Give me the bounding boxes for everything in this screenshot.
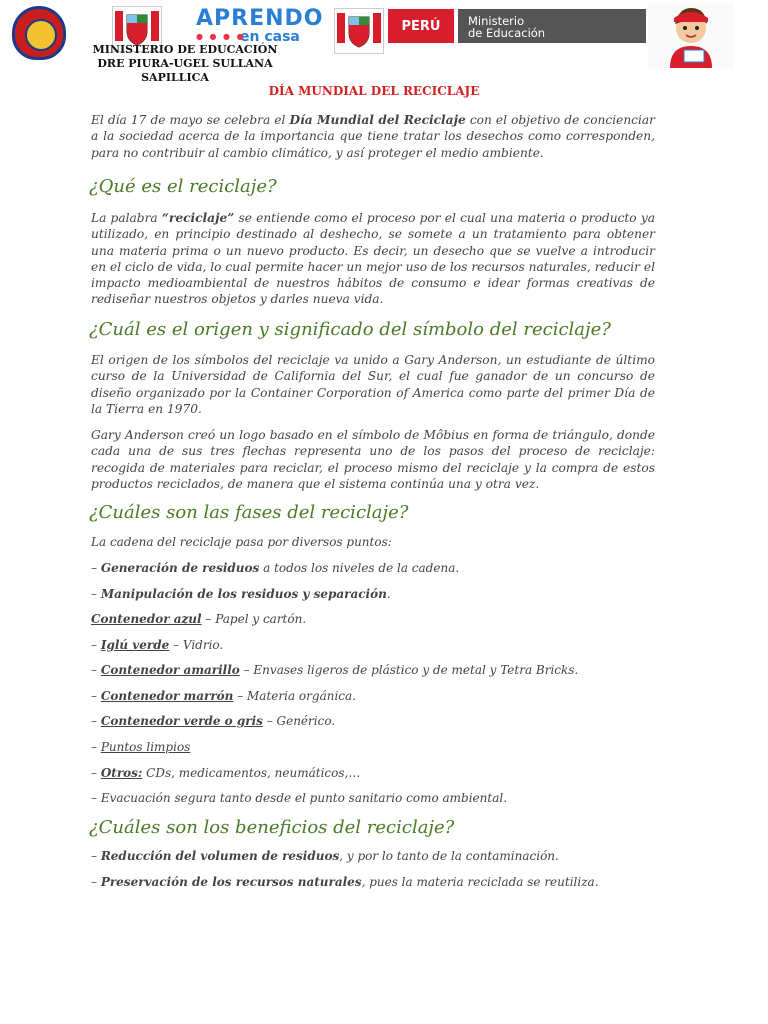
fase-key-term: Generación de residuos xyxy=(100,561,260,575)
list-dash: – xyxy=(91,587,101,601)
fase-item xyxy=(91,791,507,805)
intro-paragraph xyxy=(91,112,655,161)
list-dash: – xyxy=(91,638,101,652)
institution-line-3: SAPILLICA xyxy=(141,71,209,84)
fase-description: – Vidrio. xyxy=(169,638,224,652)
beneficio-description: , y por lo tanto de la contaminación. xyxy=(339,849,559,863)
paragraph-origen: El origen de los símbolos del reciclaje va unido a Gary Anderson, un estudiante de último curso de la Universidad de California del Sur, el cual fue ganador de un concurso de diseño organizado por la Container Corporation of America como parte del primer Día de la Tierra en 1970. xyxy=(91,353,655,416)
heading-origen: ¿Cuál es el origen y significado del símbolo del reciclaje? xyxy=(89,319,611,340)
list-dash: – xyxy=(91,766,101,780)
fase-key-term: Contenedor azul xyxy=(91,612,202,626)
fase-description: – Envases ligeros de plástico y de metal y Tetra Bricks. xyxy=(239,663,579,677)
list-dash: – xyxy=(91,714,101,728)
beneficio-key-term: Preservación de los recursos naturales xyxy=(100,875,362,889)
list-dash: – xyxy=(91,849,101,863)
def-text-c: se entiende como el proceso por el cual una materia o producto ya utilizado, en principio destinado al deshecho, se somete a un tratamiento para obtener una materia prima o un nuevo producto. Es decir, un desecho que se vuelve a introducir en el ciclo de vida, lo cual permite hacer un mejor uso de los recursos naturales, reducir el impacto medioambiental de nuestros hábitos de consumo e idear formas creativas de rediseñar nuestros objetos y darles nueva vida. xyxy=(91,211,655,307)
fase-item xyxy=(91,663,578,677)
fase-item xyxy=(91,714,335,728)
minedu-line-1: Ministerio xyxy=(468,14,525,28)
peru-coat-of-arms-icon xyxy=(334,8,384,54)
fase-description: a todos los niveles de la cadena. xyxy=(259,561,460,575)
minedu-line-2: de Educación xyxy=(468,26,546,40)
aprendo-en-casa-logo xyxy=(196,6,324,45)
intro-bold-text: Día Mundial del Reciclaje xyxy=(289,113,466,127)
ministerio-educacion-banner xyxy=(458,9,646,43)
list-dash: – xyxy=(91,740,101,754)
fases-intro: La cadena del reciclaje pasa por diversos puntos: xyxy=(91,535,392,549)
fase-description: – Materia orgánica. xyxy=(233,689,356,703)
fase-item xyxy=(91,689,356,703)
paragraph-anderson: Gary Anderson creó un logo basado en el símbolo de Môbius en forma de triángulo, donde cada una de sus tres flechas representa uno de los pasos del proceso de reciclaje: recogida de materiales para reciclar, el proceso mismo del reciclaje y la compra de estos productos reciclados, de manera que el sistema continúa una y otra vez. xyxy=(91,428,655,491)
heading-beneficios: ¿Cuáles son los beneficios del reciclaje? xyxy=(89,817,455,838)
fase-key-term: Iglú verde xyxy=(100,638,170,652)
fase-item xyxy=(91,740,190,754)
fase-description: – Evacuación segura tanto desde el punto sanitario como ambiental. xyxy=(91,791,508,805)
list-dash: – xyxy=(91,875,101,889)
beneficio-key-term: Reducción del volumen de residuos xyxy=(100,849,340,863)
list-dash: – xyxy=(91,689,101,703)
fase-description: . xyxy=(386,587,391,601)
fase-key-term: Manipulación de los residuos y separación xyxy=(100,587,387,601)
fase-item xyxy=(91,587,391,601)
intro-text-a: El día 17 de mayo se celebra el xyxy=(91,113,290,127)
fase-description: – Genérico. xyxy=(262,714,336,728)
school-crest-logo xyxy=(12,6,66,60)
list-dash: – xyxy=(91,561,101,575)
fase-description: CDs, medicamentos, neumáticos,… xyxy=(142,766,361,780)
institution-block xyxy=(90,43,280,85)
institution-line-2: DRE PIURA-UGEL SULLANA xyxy=(97,57,273,70)
document-title: DÍA MUNDIAL DEL RECICLAJE xyxy=(268,84,480,98)
fase-item xyxy=(91,766,360,780)
beneficio-item xyxy=(91,849,559,863)
heading-que-es: ¿Qué es el reciclaje? xyxy=(89,176,277,197)
fase-item xyxy=(91,612,306,626)
fase-key-term: Otros: xyxy=(100,766,143,780)
fase-key-term: Contenedor verde o gris xyxy=(100,714,263,728)
list-dash: – xyxy=(91,663,101,677)
student-illustration-icon xyxy=(648,4,734,68)
heading-fases: ¿Cuáles son las fases del reciclaje? xyxy=(89,502,409,523)
beneficio-item xyxy=(91,875,599,889)
def-text-a: La palabra xyxy=(91,211,162,225)
paragraph-definicion xyxy=(91,210,655,308)
fase-item xyxy=(91,638,223,652)
fase-key-term: Puntos limpios xyxy=(100,740,191,754)
aprendo-word: APRENDO xyxy=(196,6,324,31)
intro-text-c: con el objetivo de concienciar a la sociedad acerca de la importancia que tiene tratar los desechos como corresponden, para no contribuir al cambio climático, y así proteger el medio ambiente. xyxy=(91,113,655,160)
en-casa-word: en casa xyxy=(240,29,300,45)
fase-key-term: Contenedor amarillo xyxy=(100,663,240,677)
fase-item xyxy=(91,561,459,575)
fase-description: – Papel y cartón. xyxy=(201,612,307,626)
institution-line-1: MINISTERIO DE EDUCACIÓN xyxy=(92,43,278,56)
fase-key-term: Contenedor marrón xyxy=(100,689,234,703)
aprendo-dots-icon: ● ● ● ● xyxy=(196,32,246,41)
def-bold-word: “reciclaje” xyxy=(161,211,235,225)
peru-label: PERÚ xyxy=(388,9,454,43)
beneficio-description: , pues la materia reciclada se reutiliza. xyxy=(361,875,599,889)
